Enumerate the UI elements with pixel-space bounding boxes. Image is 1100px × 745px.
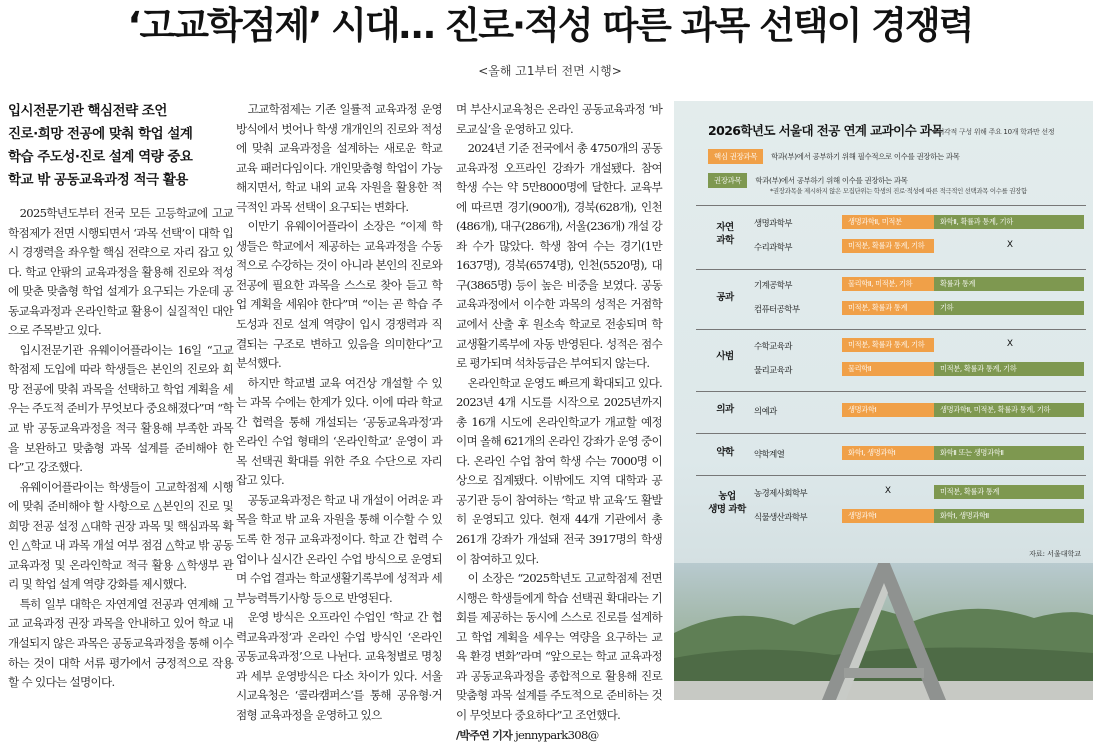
dept-name: 컴퓨터공학부 (754, 303, 800, 315)
paragraph: 하지만 학교별 교육 여건상 개설할 수 있는 과목 수에는 한계가 있다. 이에 따라 학교 간 협력을 통해 개설되는 ‘공동교육과정’과 온라인 수업 형태의 ‘온라인학교’ 운영이 과목 선택권 확대를 위한 주요 수단으로 자리 잡고 있다. (236, 374, 442, 491)
dept-name: 농경제사회학부 (754, 487, 807, 499)
core-subjects-bar: 생명과학Ⅰ (842, 403, 934, 417)
recommended-subjects-bar: 화학Ⅱ 또는 생명과학Ⅱ (934, 446, 1084, 460)
core-subjects-bar: 물리학Ⅱ (842, 362, 934, 376)
byline (456, 726, 662, 745)
kicker-line: 입시전문기관 핵심전략 조언 (8, 100, 233, 123)
group-medicine (696, 391, 1086, 432)
recommended-subjects-bar: 확률과 통계 (934, 277, 1084, 291)
group-label: 사범 (696, 350, 754, 363)
dept-name: 생명과학부 (754, 217, 792, 229)
kicker-line: 진로·희망 전공에 맞춰 학업 설계 (8, 123, 233, 146)
legend-rec-text: 학과(부)에서 공부하기 위해 이수를 권장하는 과목 (755, 176, 907, 185)
group-label: 공과 (696, 291, 754, 304)
paragraph: 온라인학교 운영도 빠르게 확대되고 있다. 2023년 4개 시도를 시작으로 2025년까지 총 16개 시도에 온라인학교가 개교할 예정이며 올해 621개의 온라인 강좌가 운영 중이다. 온라인 수업 참여 학생 수는 7000명 이상으로 집계됐다. 이밖에도 지역 대학과 공공기관 등이 참여하는 ‘학교 밖 교육’도 활발히 운영되고 있다. 현재 44개 기관에서 총 261개 강좌가 개설돼 전국 3917명의 학생이 참여하고 있다. (456, 374, 662, 569)
dept-name: 기계공학부 (754, 279, 792, 291)
campus-gate-photo (674, 563, 1093, 700)
article-column-3 (456, 100, 662, 745)
group-engineering (696, 269, 1086, 326)
dept-name: 물리교육과 (754, 364, 792, 376)
legend-core (708, 149, 960, 164)
dept-row (754, 236, 1086, 258)
dept-name: 수리과학부 (754, 241, 792, 253)
dept-name: 식물생산과학부 (754, 511, 807, 523)
kicker-line: 학교 밖 공동교육과정 적극 활용 (8, 169, 233, 192)
group-label: 자연 과학 (696, 221, 754, 247)
core-subjects-bar: 화학Ⅰ, 생명과학Ⅰ (842, 446, 934, 460)
paragraph: 유웨이어플라이는 학생들이 고교학점제 시행에 맞춰 준비해야 할 사항으로 △본인의 진로 및 희망 전공 설정 △대학 권장 과목 및 핵심과목 확인 △학교 내 과목 개설 여부 점검 △학교 밖 공동교육과정 및 온라인학교 적극 활용 △학생부 관리 및 학업 설계 역량 강화를 제시했다. (8, 478, 233, 595)
core-subjects-bar: 미적분, 확률과 통계, 기하 (842, 239, 934, 253)
core-subjects-bar: 미적분, 확률과 통계, 기하 (842, 338, 934, 352)
group-pharmacy (696, 433, 1086, 474)
recommended-subjects-bar: 미적분, 확률과 통계 (934, 485, 1084, 499)
article-column-1 (8, 204, 233, 693)
no-subject-mark: X (964, 240, 1056, 250)
infographic-title: 2026학년도 서울대 전공 연계 교과이수 과목 (708, 121, 943, 139)
group-label: 농업 생명 과학 (696, 490, 758, 516)
paragraph: 2025학년도부터 전국 모든 고등학교에 고교학점제가 전면 시행되면서 ‘과목 선택’이 대학 입시 경쟁력을 좌우할 핵심 전략으로 자리 잡고 있다. 학교 안팎의 교육과정을 활용해 진로와 적성에 맞춘 맞춤형 학업 설계가 요구되는 가운데 공동교육과정과 온라인학교 활용이 실질적인 대안으로 주목받고 있다. (8, 204, 233, 341)
recommended-subjects-bar: 화학Ⅱ, 확률과 통계, 기하 (934, 215, 1084, 229)
dept-row (754, 482, 1086, 504)
core-subjects-bar: 생명과학Ⅱ, 미적분 (842, 215, 934, 229)
dept-name: 약학계열 (754, 448, 784, 460)
dept-row (754, 212, 1086, 234)
reporter-name: /박주연 기자 (456, 729, 512, 742)
infographic-source: 자료: 서울대학교 (1029, 549, 1081, 559)
kicker-line: 학습 주도성·진로 설계 역량 중요 (8, 146, 233, 169)
reporter-email: jennypark308@ (515, 728, 598, 742)
paragraph: 고교학점제는 기존 일률적 교육과정 운영 방식에서 벗어나 학생 개개인의 진로와 적성에 맞춰 교육과정을 설계하는 새로운 학교 교육 패러다임이다. 개인맞춤형 학업이 가능해지면서, 학교 내외 교육 자원을 활용한 적극적인 과목 선택이 요구되는 변화다. (236, 100, 442, 217)
article-column-2 (236, 100, 442, 726)
legend-core-text: 학과(부)에서 공부하기 위해 필수적으로 이수를 권장하는 과목 (771, 152, 959, 161)
dept-row (754, 359, 1086, 381)
paragraph: 운영 방식은 오프라인 수업인 ‘학교 간 협력교육과정’과 온라인 수업 방식인 ‘온라인공동교육과정’으로 나뉜다. 교육청별로 명칭과 세부 운영방식은 다소 차이가 있다. 서울시교육청은 ‘콜라캠퍼스’를 통해 공유형·거점형 교육과정을 운영하고 있으 (236, 608, 442, 725)
paragraph: 특히 일부 대학은 자연계열 전공과 연계해 고교 교육과정 권장 과목을 안내하고 있어 학교 내 개설되지 않은 과목은 공동교육과정을 통해 이수하는 것이 대학 서류 평가에서 긍정적으로 작용할 수 있다는 설명이다. (8, 595, 233, 693)
dept-row (754, 274, 1086, 296)
paragraph: 2024년 기준 전국에서 총 4750개의 공동교육과정 오프라인 강좌가 개설됐다. 참여 학생 수는 약 5만8000명에 달한다. 교육부에 따르면 경기(900개), 경북(628개), 인천(486개), 대구(286개), 서울(236개) 개설 강좌 수가 많았다. 학생 참여 수는 경기(1만1637명), 경북(6574명), 인천(5520명), 대구(3865명) 등이 높은 비중을 보였다. 공동교육과정에서 이수한 과목의 성적은 거점학교에서 산출 후 원소속 학교로 전송되며 학교생활기록부에 자동 반영된다. 성적은 점수로 평가되며 석차등급은 부여되지 않는다. (456, 139, 662, 374)
legend-rec-tag: 권장과목 (708, 173, 747, 188)
paragraph: 이만기 유웨이어플라이 소장은 “이제 학생들은 학교에서 제공하는 교육과정을 수동적으로 수강하는 것이 아니라 본인의 진로와 전공에 필요한 과목을 스스로 찾아 듣고 학업 계획을 세워야 한다”며 “이는 곧 학습 주도성과 진로 설계 역량이 입시 경쟁력과 직결되는 구조로 변하고 있음을 의미한다”고 분석했다. (236, 217, 442, 373)
group-agriculture-life-science (696, 475, 1086, 536)
no-subject-mark: X (964, 339, 1056, 349)
recommended-subjects-bar: 화학Ⅰ, 생명과학Ⅱ (934, 509, 1084, 523)
group-education (696, 329, 1086, 390)
dept-row (754, 506, 1086, 528)
recommended-subjects-bar: 미적분, 확률과 통계, 기하 (934, 362, 1084, 376)
infographic-note: ※시각적 구성 위해 주요 10개 학과만 선정 (932, 127, 1054, 137)
group-label: 약학 (696, 446, 754, 459)
legend-core-tag: 핵심 권장과목 (708, 149, 763, 164)
core-subjects-bar: 생명과학Ⅰ (842, 509, 934, 523)
kicker-box (8, 100, 233, 192)
recommended-subjects-bar: 기하 (934, 301, 1084, 315)
paragraph: 며 부산시교육청은 온라인 공동교육과정 ‘바로교실’을 운영하고 있다. (456, 100, 662, 139)
legend-footnote: *권장과목을 제시하지 않은 모집단위는 학생의 진로·적성에 따른 적극적인 선택과목 이수를 권장함 (770, 186, 1027, 195)
core-subjects-bar: 미적분, 확률과 통계 (842, 301, 934, 315)
paragraph: 공동교육과정은 학교 내 개설이 어려운 과목을 학교 밖 교육 자원을 통해 이수할 수 있도록 한 정규 교육과정이다. 학교 간 협력 수업이나 실시간 온라인 수업 방식으로 운영되며 수업 결과는 학교생활기록부에 성적과 세부능력특기사항 등으로 반영된다. (236, 491, 442, 608)
dept-row (754, 335, 1086, 357)
group-natural-science (696, 205, 1086, 264)
dept-row (754, 298, 1086, 320)
subheadline: <올해 고1부터 전면 시행> (0, 62, 1100, 79)
group-label: 의과 (696, 403, 754, 416)
dept-row (754, 400, 1086, 422)
dept-name: 의예과 (754, 405, 777, 417)
no-subject-mark: X (842, 486, 934, 496)
headline: ‘고교학점제’ 시대… 진로·적성 따른 과목 선택이 경쟁력 (0, 2, 1100, 50)
recommended-subjects-bar: 생명과학Ⅱ, 미적분, 확률과 통계, 기하 (934, 403, 1084, 417)
paragraph: 입시전문기관 유웨이어플라이는 16일 “고교학점제 도입에 따라 학생들은 본인의 진로와 희망 전공에 맞춰 과목을 선택하고 학업 계획을 세우는 주도적 준비가 무엇보다 중요해졌다”며 “학교 밖 공동교육과정을 적극 활용해 부족한 과목을 보완하고 맞춤형 과목 설계를 준비해야 한다”고 강조했다. (8, 341, 233, 478)
dept-name: 수학교육과 (754, 340, 792, 352)
gate-illustration (674, 563, 1093, 700)
paragraph: 이 소장은 “2025학년도 고교학점제 전면 시행은 학생들에게 학습 선택권 확대라는 기회를 제공하는 동시에 스스로 진로를 설계하고 학업 계획을 세우는 역량을 요구하는 교육 환경 변화”라며 “앞으로는 학교 교육과정과 공동교육과정을 종합적으로 활용해 진로 맞춤형 과목 설계를 주도적으로 준비하는 것이 무엇보다 중요하다”고 조언했다. (456, 569, 662, 725)
infographic (674, 101, 1093, 700)
core-subjects-bar: 물리학Ⅱ, 미적분, 기하 (842, 277, 934, 291)
dept-row (754, 443, 1086, 465)
